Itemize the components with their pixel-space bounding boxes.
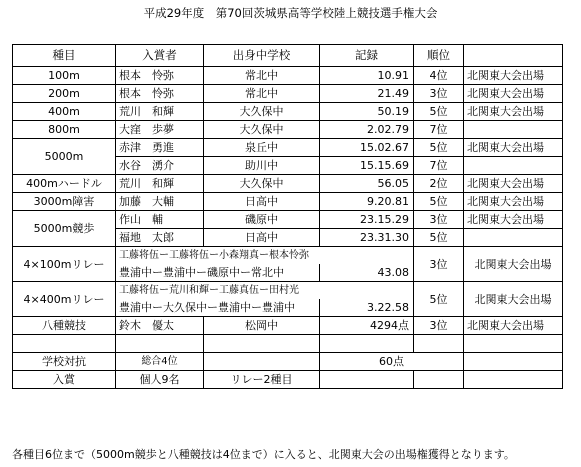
athlete-cell: 作山 輔 bbox=[116, 211, 204, 229]
record-cell: 50.19 bbox=[320, 103, 414, 121]
note-cell: 北関東大会出場 bbox=[464, 175, 563, 193]
school-cell: 常北中 bbox=[204, 67, 320, 85]
rank-cell: 5位 bbox=[414, 229, 464, 247]
school-cell: 常北中 bbox=[204, 85, 320, 103]
relay-400-event: 4×400mリレー bbox=[13, 282, 116, 317]
results-table bbox=[12, 44, 563, 389]
decathlon-event: 八種競技 bbox=[13, 317, 116, 335]
decathlon-athlete: 鈴木 優太 bbox=[116, 317, 204, 335]
athlete-cell: 加藤 大輔 bbox=[116, 193, 204, 211]
result-row bbox=[13, 175, 563, 193]
record-cell: 10.91 bbox=[320, 67, 414, 85]
decathlon-record: 4294点 bbox=[320, 317, 414, 335]
relay-400-record: 3.22.58 bbox=[320, 299, 414, 317]
relay-100-event: 4×100mリレー bbox=[13, 247, 116, 282]
relay-400-rank: 5位 bbox=[414, 282, 464, 317]
blank-cell bbox=[320, 335, 414, 353]
prizes-individual: 個人9名 bbox=[116, 371, 204, 389]
rank-cell: 3位 bbox=[414, 211, 464, 229]
prizes-row bbox=[13, 371, 563, 389]
rank-cell: 2位 bbox=[414, 175, 464, 193]
school-cell: 日高中 bbox=[204, 193, 320, 211]
blank-cell bbox=[204, 353, 320, 371]
relay-100-record: 43.08 bbox=[320, 264, 414, 282]
relay-100-rank: 3位 bbox=[414, 247, 464, 282]
header-record: 記録 bbox=[320, 45, 414, 67]
blank-cell bbox=[414, 335, 464, 353]
rank-cell: 7位 bbox=[414, 157, 464, 175]
athlete-cell: 荒川 和輝 bbox=[116, 103, 204, 121]
relay-100-row bbox=[13, 247, 563, 265]
record-cell: 56.05 bbox=[320, 175, 414, 193]
school-cell: 大久保中 bbox=[204, 175, 320, 193]
decathlon-school: 松岡中 bbox=[204, 317, 320, 335]
note-cell: 北関東大会出場 bbox=[464, 139, 563, 157]
note-cell bbox=[464, 157, 563, 175]
event-cell: 5000m bbox=[13, 139, 116, 175]
record-cell: 2.02.79 bbox=[320, 121, 414, 139]
page-title: 平成29年度 第70回茨城県高等学校陸上競技選手権大会 bbox=[143, 6, 438, 20]
relay-400-note: 北関東大会出場 bbox=[464, 282, 563, 317]
event-cell: 3000m障害 bbox=[13, 193, 116, 211]
blank-cell bbox=[116, 335, 204, 353]
relay-100-members: 工藤将伍ー工藤将伍ー小森翔真ー根本怜弥 bbox=[116, 247, 414, 265]
blank-cell bbox=[13, 335, 116, 353]
relay-100-note: 北関東大会出場 bbox=[464, 247, 563, 282]
blank-row bbox=[13, 335, 563, 353]
note-cell: 北関東大会出場 bbox=[464, 193, 563, 211]
athlete-cell: 水谷 湧介 bbox=[116, 157, 204, 175]
blank-cell bbox=[320, 371, 414, 389]
header-row bbox=[13, 45, 563, 67]
header-name: 入賞者 bbox=[116, 45, 204, 67]
note-cell: 北関東大会出場 bbox=[464, 67, 563, 85]
athlete-cell: 福地 太郎 bbox=[116, 229, 204, 247]
footnote: 各種目6位まで（5000m競歩と八種競技は4位まで）に入ると、北関東大会の出場権獲得となります。 bbox=[12, 448, 515, 461]
school-cell: 大久保中 bbox=[204, 121, 320, 139]
header-rank: 順位 bbox=[414, 45, 464, 67]
prizes-relay: リレー2種目 bbox=[204, 371, 320, 389]
athlete-cell: 根本 怜弥 bbox=[116, 67, 204, 85]
record-cell: 15.02.67 bbox=[320, 139, 414, 157]
school-total-label: 学校対抗 bbox=[13, 353, 116, 371]
rank-cell: 3位 bbox=[414, 85, 464, 103]
blank-cell bbox=[464, 353, 563, 371]
relay-400-schools: 豊浦中ー大久保中ー豊浦中ー豊浦中 bbox=[116, 299, 320, 317]
record-cell: 9.20.81 bbox=[320, 193, 414, 211]
prizes-label: 入賞 bbox=[13, 371, 116, 389]
note-cell: 北関東大会出場 bbox=[464, 103, 563, 121]
event-cell: 400m bbox=[13, 103, 116, 121]
note-cell bbox=[464, 229, 563, 247]
school-cell: 助川中 bbox=[204, 157, 320, 175]
rank-cell: 7位 bbox=[414, 121, 464, 139]
athlete-cell: 大窪 歩夢 bbox=[116, 121, 204, 139]
school-total-points: 60点 bbox=[320, 353, 464, 371]
result-row bbox=[13, 211, 563, 229]
athlete-cell: 根本 怜弥 bbox=[116, 85, 204, 103]
result-row bbox=[13, 67, 563, 85]
school-cell: 泉丘中 bbox=[204, 139, 320, 157]
blank-cell bbox=[464, 371, 563, 389]
header-event: 種目 bbox=[13, 45, 116, 67]
note-cell: 北関東大会出場 bbox=[464, 85, 563, 103]
result-row bbox=[13, 85, 563, 103]
event-cell: 100m bbox=[13, 67, 116, 85]
event-cell: 400mハードル bbox=[13, 175, 116, 193]
school-total-row bbox=[13, 353, 563, 371]
relay-100-schools: 豊浦中ー豊浦中ー磯原中ー常北中 bbox=[116, 264, 320, 282]
decathlon-note: 北関東大会出場 bbox=[464, 317, 563, 335]
result-row bbox=[13, 103, 563, 121]
header-school: 出身中学校 bbox=[204, 45, 320, 67]
note-cell bbox=[464, 121, 563, 139]
header-note bbox=[464, 45, 563, 67]
school-cell: 大久保中 bbox=[204, 103, 320, 121]
school-cell: 日高中 bbox=[204, 229, 320, 247]
decathlon-row bbox=[13, 317, 563, 335]
blank-cell bbox=[464, 335, 563, 353]
result-row bbox=[13, 139, 563, 157]
record-cell: 23.15.29 bbox=[320, 211, 414, 229]
event-cell: 5000m競歩 bbox=[13, 211, 116, 247]
school-cell: 磯原中 bbox=[204, 211, 320, 229]
record-cell: 21.49 bbox=[320, 85, 414, 103]
school-total-rank: 総合4位 bbox=[116, 353, 204, 371]
record-cell: 15.15.69 bbox=[320, 157, 414, 175]
result-row bbox=[13, 193, 563, 211]
record-cell: 23.31.30 bbox=[320, 229, 414, 247]
rank-cell: 5位 bbox=[414, 193, 464, 211]
event-cell: 800m bbox=[13, 121, 116, 139]
relay-400-row bbox=[13, 282, 563, 300]
relay-400-members: 工藤将伍ー荒川和輝ー工藤真伍ー田村光 bbox=[116, 282, 414, 300]
results-body bbox=[13, 45, 563, 389]
decathlon-rank: 3位 bbox=[414, 317, 464, 335]
rank-cell: 5位 bbox=[414, 103, 464, 121]
event-cell: 200m bbox=[13, 85, 116, 103]
blank-cell bbox=[414, 371, 464, 389]
rank-cell: 5位 bbox=[414, 139, 464, 157]
athlete-cell: 荒川 和輝 bbox=[116, 175, 204, 193]
result-row bbox=[13, 121, 563, 139]
athlete-cell: 赤津 勇進 bbox=[116, 139, 204, 157]
rank-cell: 4位 bbox=[414, 67, 464, 85]
blank-cell bbox=[204, 335, 320, 353]
note-cell: 北関東大会出場 bbox=[464, 211, 563, 229]
